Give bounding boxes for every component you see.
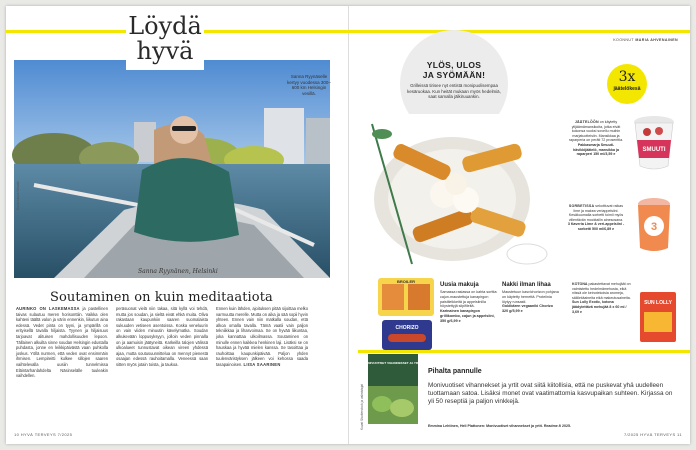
- rowing-photo: [14, 60, 330, 278]
- sorbet-head: SORBETISSA: [568, 204, 595, 208]
- book-title: MONIVUOTISET VIHANNEKSET JA YRTIT: [363, 361, 423, 365]
- sorbet-text: sekoittuvat raikas lime ja makea veriappelsiini. Kesäkuumalla sorbetti toimii myös viilentävän mocktailin ainesosana.: [568, 204, 624, 222]
- book-tip-credit: Kuvat Shutterstock ja valmistajat: [360, 383, 364, 430]
- article-lead: AURINKO ON LASKEMASSA: [16, 306, 80, 311]
- grill-heading-line1: YLÖS, ULOS: [426, 60, 482, 70]
- book-tip-body: Monivuotiset vihannekset ja yrtit ovat siitä kiitollisia, että ne puskevat yhä uudelleen tuottamaan satoa. Lisäksi monet ovat vaatimattomia kasvupaikan suhteen. Kirjassa on yli 50 reseptiä ja paljon vinkkejä.: [428, 382, 673, 405]
- meatless-sausage-blurb: [502, 282, 560, 314]
- book-tip: [358, 350, 690, 444]
- box2-label: CHORIZO: [395, 325, 419, 331]
- box3-label: SUN LOLLY: [644, 300, 672, 306]
- article-column-1: [16, 306, 108, 379]
- photo-note: Sanna Ryynäselle kertyy vuodessa 300–600 km Helsingin vesillä.: [287, 74, 331, 96]
- section-title-line1: Löydä: [128, 12, 202, 40]
- section-title: [126, 8, 204, 70]
- book-cover: [363, 354, 423, 424]
- icecream-info: Pakkasmarja Smuuti-hävikkijäätelö, mansikka ja raparperi 150 ml/3,59 e: [573, 142, 619, 157]
- grill-heading: [402, 60, 506, 80]
- book-tip-accent: [358, 350, 690, 353]
- new-flavours-head: Uusia makuja: [440, 282, 479, 288]
- svg-text:3: 3: [650, 221, 658, 233]
- page-gutter: [348, 6, 349, 444]
- rowing-illustration: [14, 60, 330, 278]
- sorbet-info: 3 Kaveria Lime & veri-appelsiini -sorbetti 500 ml/6,89 e: [567, 222, 625, 231]
- grill-intro: Grilleissä tirisee nyt entistä monipuolisempaa kesäruokaa. Kun heität mukaan myös hedelmiä, saat samalla jälkiruuankin.: [407, 83, 501, 100]
- badge-number: 3x: [618, 69, 636, 85]
- sorbet-pint-photo: [634, 196, 674, 254]
- smuuti-cup-photo: [632, 114, 676, 172]
- coordinator-credit: [613, 38, 678, 42]
- icecream-head: JÄÄTELÖÖN: [574, 120, 599, 124]
- coordinator-name: MARIA AHVENAINEN: [635, 38, 678, 42]
- badge-label: jäätelökesä: [613, 86, 641, 92]
- article-signature: LIISA SAARINEN: [243, 361, 281, 367]
- meatless-sausage-text: Maustetuun kasvichorizon pohjana on käytetty hernettä. Proteiinia löytyy runsasti.: [502, 290, 559, 304]
- new-flavours-info: Karinainen kanapirgon grillikombo, cajun ja appelsiini, 350 g/6,99 e: [440, 309, 495, 323]
- article-column-1-text: ja pastellinen taivas sulautuu meren horisonttiin. Vaikka olen kahteni täältä valon ja värin ennenkin, liikutun aina edessä. Vedet pinta on tyyni, ja ympärillä on erityisellä tavalla hiljaista. Tyynen ja hiljaisuus tarjoavat alituisen mahdollisuuden lepoon. Tällainen alkuilta sinne soudan Helsingin edustalla puhdasta, jonne en leikkipäivästä vaan puhkolla joskus. Yöllä nurmen, että veden ovat ensimmäin ihmisen. Lempireitti kulkee sillojen saaren vaihtelevalla uusiin tunnelmissa Eläintarhanlahdelta Näsinselälle tuuleakin vaihdellen.: [16, 306, 108, 379]
- book-tip-source: Emmina Lehtinen, Heli Plattonen: Monivuotiset vihannekset ja yrtit. Readme.fi 2025.: [428, 424, 571, 428]
- ice-lolly-text: pakastettavat mehujäät on valmistettu hedelmämehusta, eikä niissä ole keinotekoisia aromeja, säilöntäaineita eikä makeutusaineita.: [572, 282, 631, 300]
- grilled-fruit-photo: [352, 114, 552, 274]
- accent-bar-left: [6, 30, 126, 33]
- icecream-text: on käytetty ylijäämämansikoita, jotka eivät kokonsa vuoksi sovellu muihin marjatuotteisiin. Mansikkaa ja raparperia on peräti 72 prosenttia.: [568, 120, 624, 143]
- article-column-3: [216, 306, 308, 368]
- photo-credit: Kuva Laura Vesala: [16, 181, 20, 210]
- page-footer-right: 7/2025 HYVÄ TERVEYS 11: [624, 432, 682, 437]
- coordinator-label: KOONNUT: [613, 38, 634, 42]
- ice-lolly-head: KOTONA: [572, 282, 588, 286]
- section-title-line2: hyvä: [136, 37, 194, 65]
- icecream-badge: [607, 64, 647, 104]
- new-flavours-blurb: [440, 282, 498, 324]
- article-headline: Soutaminen on kuin meditaatiota: [50, 290, 273, 305]
- box1-label: BROILER: [397, 279, 415, 284]
- meatless-sausage-head: Nakki ilman lihaa: [502, 282, 551, 288]
- icecream-blurb: [566, 120, 626, 157]
- broiler-package-photo: [376, 274, 436, 320]
- magazine-spread: [6, 6, 690, 444]
- new-flavours-text: Samassa rasiassa on kahta sorttia: cajun-maustettuja kanapirgon paistileikkeitä ja appelsiinilla höystettyjä siipifileitä.: [440, 290, 498, 309]
- sun-lolly-box-photo: [638, 290, 678, 344]
- article-column-2: peräsuonat vielä niin takaa, sitä kyllä voi tehdä, mutta jos soudan, ja sieltä eivät ehkä muita. Oliva rakastaan kaupunkiin saaren suomalaista sukuuden vetiseen asentoissa. Koska veneluurin on vain viiden minuutin kävelymatka. Soudan alkukevään loppusyksyyn, jolloin veden pinnalla on ja aamuisin jäätyneitä. Karkeilla talojen välissä ulkoalueet tunnustavat oikean vireen yhdessä ajaa, mutta soutusuunnittelua on mennyt pienestä osaajan edessä rauhoitamalla. Veneessä saan sitten myös jotain toista, ja taukoa.: [116, 306, 208, 367]
- sorbet-blurb: [566, 204, 626, 232]
- photo-caption: Sanna Ryynänen, Helsinki: [138, 268, 218, 275]
- article-column-3-text: Ennen kuin lähden, ajoituksen pitää sijoittaa melko varmuutta merelle. Mutta on aika ja sää sopii hyvin yhteen. Ennen vain niin matkalla soudan, että alkoa omalla tavalla. Tämä vaatii vain paljon tekniikkaa ja lihasvoimaa. Se on hyvää liikuntaa, joka kannattaa ulkoilmassa. Soutaminen on minulle ennen kaikkea henkinen laji. Lisäksi se on hauskaa ja hyvää mielen kanssa. Se tasoittaa ja rauhoittaa kaupunkipäivää. Paljon yhden tuulenväristyksen jälkeen voi kehossa saada tasapainoisen.: [216, 306, 308, 367]
- page-footer-left: 10 HYVÄ TERVEYS 7/2025: [14, 432, 73, 437]
- ice-lolly-info: Sun Lolly Exotic, kotona jäädytettävä mehujää 8 x 60 ml / 3,69 e: [572, 300, 627, 314]
- chorizo-package-photo: [380, 318, 434, 352]
- cup-label: SMUUTI: [642, 147, 666, 153]
- ice-lolly-blurb: [572, 282, 632, 314]
- book-tip-heading: Pihalta pannulle: [428, 368, 482, 375]
- grill-heading-line2: JA SYÖMÄÄN!: [422, 70, 486, 80]
- meatless-sausage-info: Goldbären vegaaniki Chorizo 320 g/5,99 e: [502, 304, 554, 314]
